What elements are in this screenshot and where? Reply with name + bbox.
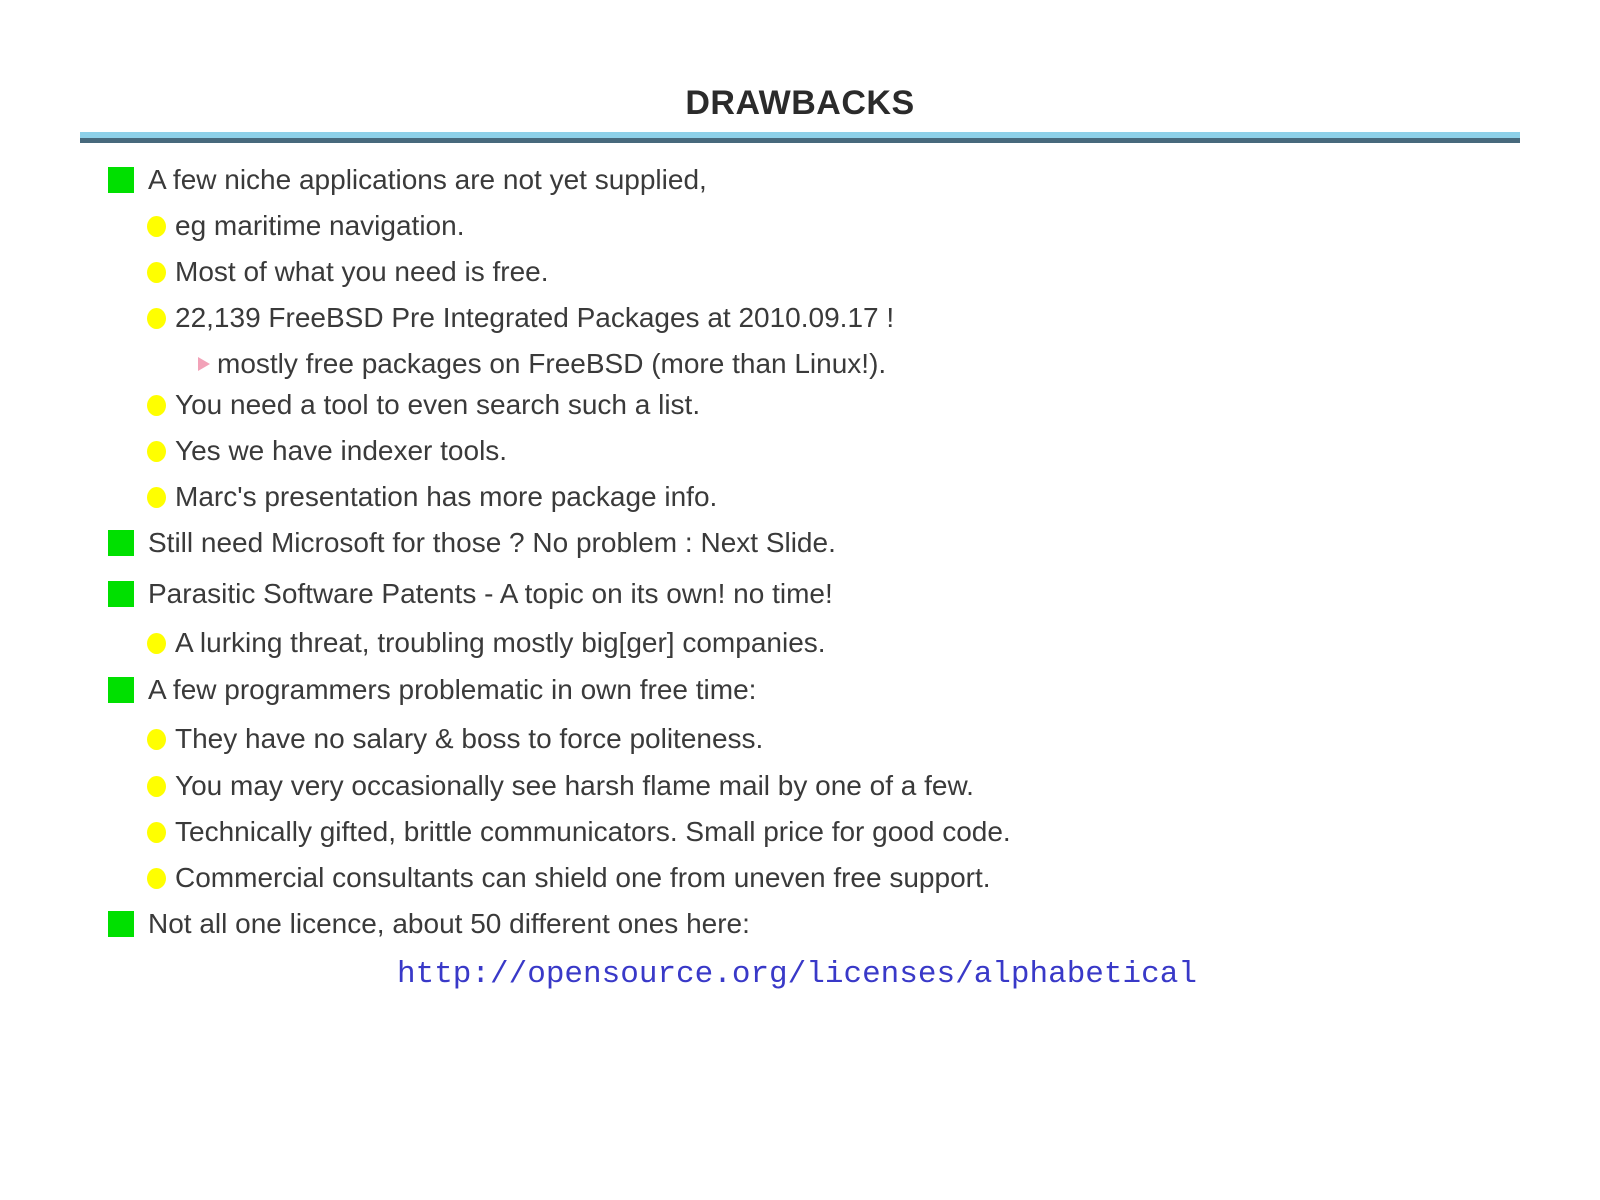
list-item-text: Yes we have indexer tools.: [175, 435, 508, 466]
list-item-text: A few niche applications are not yet supplied,: [148, 164, 707, 195]
circle-bullet-icon: [147, 308, 166, 329]
circle-bullet-icon: [147, 776, 166, 797]
list-item: [0, 722, 1600, 756]
list-item-text: mostly free packages on FreeBSD (more than Linux!).: [217, 348, 887, 379]
list-item: [0, 815, 1600, 849]
list-item-text: Not all one licence, about 50 different ones here:: [148, 908, 750, 939]
list-item: [0, 577, 1600, 611]
list-item-text: 22,139 FreeBSD Pre Integrated Packages at 2010.09.17 !: [175, 302, 895, 333]
list-item-text: You need a tool to even search such a list.: [175, 389, 701, 420]
list-item: [0, 301, 1600, 335]
list-item: [0, 861, 1600, 895]
square-bullet-icon: [108, 530, 134, 556]
list-item: [0, 673, 1600, 707]
list-item: [0, 526, 1600, 560]
list-item-text: Technically gifted, brittle communicators. Small price for good code.: [175, 816, 1011, 847]
list-item-text: eg maritime navigation.: [175, 210, 465, 241]
square-bullet-icon: [108, 677, 134, 703]
list-item: [0, 347, 1600, 381]
list-item-text: Most of what you need is free.: [175, 256, 549, 287]
square-bullet-icon: [108, 581, 134, 607]
triangle-bullet-icon: [198, 357, 210, 371]
list-item-text: Parasitic Software Patents - A topic on its own! no time!: [148, 578, 833, 609]
slide-title: DRAWBACKS: [685, 84, 915, 122]
circle-bullet-icon: [147, 441, 166, 462]
bullet-list: [0, 163, 1600, 993]
title-divider: [80, 132, 1520, 143]
circle-bullet-icon: [147, 216, 166, 237]
list-item: [0, 388, 1600, 422]
list-item-text: Still need Microsoft for those ? No problem : Next Slide.: [148, 527, 836, 558]
list-item: [0, 480, 1600, 514]
license-link[interactable]: http://opensource.org/licenses/alphabetical: [397, 956, 1197, 992]
circle-bullet-icon: [147, 633, 166, 654]
list-item: [0, 434, 1600, 468]
circle-bullet-icon: [147, 395, 166, 416]
list-item-text: A lurking threat, troubling mostly big[ger] companies.: [175, 627, 826, 658]
list-item: [0, 907, 1600, 941]
list-item: [0, 769, 1600, 803]
list-item-text: They have no salary & boss to force politeness.: [175, 723, 764, 754]
list-item-text: Commercial consultants can shield one from uneven free support.: [175, 862, 991, 893]
list-item-text: Marc's presentation has more package info.: [175, 481, 718, 512]
divider-dark-band: [80, 138, 1520, 143]
circle-bullet-icon: [147, 729, 166, 750]
list-item-text: A few programmers problematic in own free time:: [148, 674, 757, 705]
list-item: [0, 209, 1600, 243]
list-item-text: You may very occasionally see harsh flame mail by one of a few.: [175, 770, 974, 801]
square-bullet-icon: [108, 167, 134, 193]
square-bullet-icon: [108, 911, 134, 937]
circle-bullet-icon: [147, 822, 166, 843]
list-item: [0, 626, 1600, 660]
license-link-row: [0, 955, 1600, 993]
list-item: [0, 255, 1600, 289]
circle-bullet-icon: [147, 262, 166, 283]
circle-bullet-icon: [147, 868, 166, 889]
circle-bullet-icon: [147, 487, 166, 508]
list-item: [0, 163, 1600, 197]
